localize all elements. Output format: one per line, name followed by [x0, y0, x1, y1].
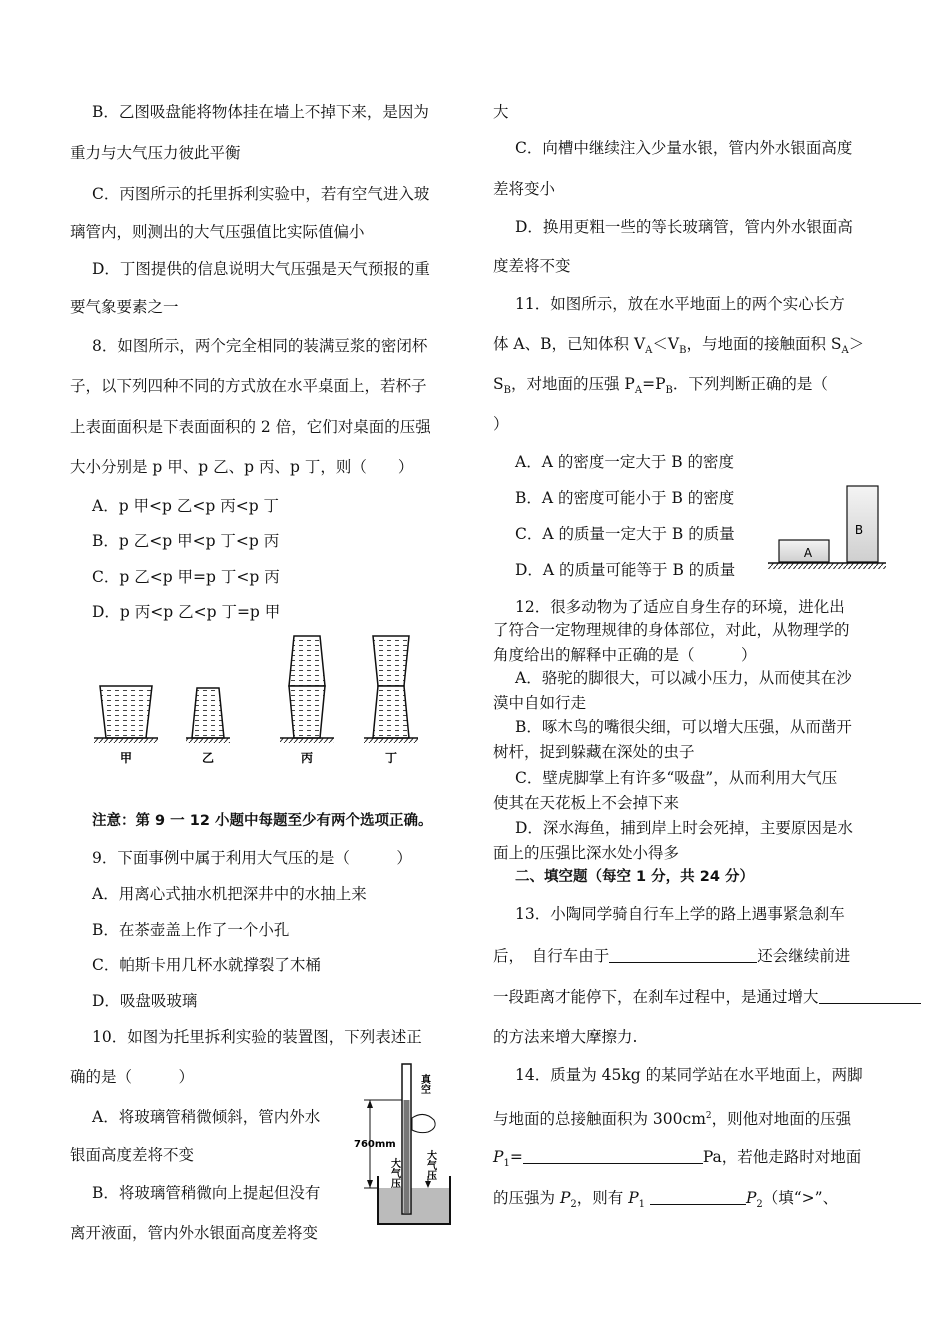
q13-blank-1[interactable]	[609, 946, 757, 963]
q8-option-c: C．p 乙<p 甲=p 丁<p 丙	[92, 568, 280, 586]
cups-figure	[90, 628, 420, 766]
q12-stem-line1: 12．很多动物为了适应自身生存的环境，进化出	[515, 598, 845, 616]
q13-line4: 的方法来增大摩擦力.	[493, 1028, 638, 1046]
q12-option-b-line2: 树杆，捉到躲藏在深处的虫子	[493, 743, 695, 761]
q12-option-d-line2: 面上的压强比深水处小得多	[493, 844, 680, 862]
q9-option-b: B．在茶壶盖上作了一个小孔	[92, 921, 290, 939]
cup-label-bing: 丙	[300, 751, 314, 765]
q9-option-d: D．吸盘吸玻璃	[92, 992, 198, 1010]
q12-option-b-line1: B．啄木鸟的嘴很尖细，可以增大压强，从而凿开	[515, 718, 852, 736]
q11-stem-line3: $S_B$，对地面的压强 $P_A=P_B$．下列判断正确的是（	[493, 375, 828, 397]
q13-line3	[493, 987, 921, 1007]
q7-option-b-line1: B．乙图吸盘能将物体挂在墙上不掉下来，是因为	[92, 103, 429, 121]
q12-option-a-line2: 漠中自如行走	[493, 694, 587, 712]
q8-option-d: D．p 丙<p 乙<p 丁=p 甲	[92, 603, 281, 621]
cup-yi	[192, 688, 224, 738]
q14-line3: $P_1= Pa$，若他走路时对地面	[493, 1148, 862, 1170]
q8-stem-line4: 大小分别是 p 甲、p 乙、p 丙、p 丁，则（ ）	[70, 458, 414, 476]
q10-option-c-line1: C．向槽中继续注入少量水银，管内外水银面高度	[515, 139, 853, 157]
q7-option-d-line2: 要气象要素之一	[70, 298, 179, 316]
cup-label-yi: 乙	[201, 751, 215, 765]
q13-blank-2[interactable]	[819, 987, 921, 1004]
q14-blank-2[interactable]	[650, 1188, 746, 1205]
q13-line2-text-b: 还会继续前进	[757, 947, 851, 965]
block-a-label: A	[803, 546, 813, 560]
note-multiple-answers: 注意：第 9 一 12 小题中每题至少有两个选项正确。	[92, 813, 433, 829]
q12-option-a-line1: A．骆驼的脚很大，可以减小压力，从而使其在沙	[515, 669, 852, 687]
q9-option-a: A．用离心式抽水机把深井中的水抽上来	[92, 885, 367, 903]
q10-stem-line2: 确的是（ ）	[70, 1068, 195, 1086]
cup-label-ding: 丁	[384, 751, 398, 765]
q7-option-d-line1: D．丁图提供的信息说明大气压强是天气预报的重	[92, 260, 430, 278]
q10-option-b-line3: 大	[493, 103, 509, 121]
q11-option-d: D．A 的质量可能等于 B 的质量	[515, 561, 736, 579]
cup-ding-bottom	[373, 686, 409, 738]
atm-label-outside: 大气压	[424, 1150, 436, 1180]
q13-line3-text: 一段距离才能停下，在刹车过程中，是通过增大	[493, 988, 819, 1006]
q13-line2-text-a: 后， 自行车由于	[493, 947, 610, 965]
q10-stem-line1: 10．如图为托里拆利实验的装置图，下列表述正	[92, 1028, 422, 1046]
q11-stem-line1: 11．如图所示，放在水平地面上的两个实心长方	[515, 295, 845, 313]
q10-option-a-line1: A．将玻璃管稍微倾斜，管内外水	[92, 1108, 321, 1126]
q12-stem-line2: 了符合一定物理规律的身体部位，对此，从物理学的	[493, 621, 850, 639]
q7-option-b-line2: 重力与大气压力彼此平衡	[70, 144, 241, 162]
block-b-label: B	[854, 523, 864, 537]
cup-bing-bottom	[289, 686, 325, 738]
cup-jia	[100, 686, 152, 738]
q13-line1: 13．小陶同学骑自行车上学的路上遇事紧急刹车	[515, 905, 845, 923]
q14-blank-1[interactable]	[523, 1147, 703, 1164]
atm-label-inside: 大气压	[388, 1158, 400, 1188]
q8-option-a: A．p 甲<p 乙<p 丙<p 丁	[92, 497, 280, 515]
vacuum-label: 真空	[418, 1074, 430, 1094]
q7-option-c-line2: 璃管内，则测出的大气压强值比实际值偏小	[70, 223, 365, 241]
height-label: 760mm	[354, 1139, 396, 1150]
q11-option-b: B．A 的密度可能小于 B 的密度	[515, 489, 735, 507]
blocks-figure	[766, 482, 888, 578]
q10-option-a-line2: 银面高度差将不变	[70, 1146, 195, 1164]
q11-option-c: C．A 的质量一定大于 B 的质量	[515, 525, 735, 543]
q10-option-b-line2: 离开液面，管内外水银面高度差将变	[70, 1224, 319, 1242]
q8-stem-line2: 子，以下列四种不同的方式放在水平桌面上，若杯子	[70, 377, 427, 395]
q14-line4: 的压强为 $P_2$，则有 $P_1$ $P_2$（填“>”、	[493, 1189, 839, 1211]
q8-stem-line1: 8．如图所示，两个完全相同的装满豆浆的密闭杯	[92, 337, 428, 355]
torricelli-figure	[350, 1058, 460, 1233]
q9-stem: 9．下面事例中属于利用大气压的是（ ）	[92, 849, 412, 867]
q13-line2	[493, 946, 850, 966]
q10-option-b-line1: B．将玻璃管稍微向上提起但没有	[92, 1184, 321, 1202]
q12-option-c-line1: C．壁虎脚掌上有许多“吸盘”，从而利用大气压	[515, 769, 838, 787]
q8-option-b: B．p 乙<p 甲<p 丁<p 丙	[92, 532, 280, 550]
q14-line1: 14．质量为 45kg 的某同学站在水平地面上，两脚	[515, 1066, 863, 1084]
q10-option-d-line2: 度差将不变	[493, 257, 571, 275]
q8-stem-line3: 上表面面积是下表面面积的 2 倍，它们对桌面的压强	[70, 418, 431, 436]
q11-option-a: A．A 的密度一定大于 B 的密度	[515, 453, 735, 471]
q10-option-c-line2: 差将变小	[493, 180, 556, 198]
q12-option-c-line2: 使其在天花板上不会掉下来	[493, 794, 680, 812]
cup-label-jia: 甲	[119, 751, 133, 765]
q11-stem-line2: 体 A、B，已知体积 $V_A<V_B$，与地面的接触面积 $S_A>$	[493, 335, 865, 357]
q12-option-d-line1: D．深水海鱼，捕到岸上时会死掉，主要原因是水	[515, 819, 853, 837]
cup-ding-top	[373, 636, 409, 686]
cup-bing-top	[289, 636, 325, 686]
q14-line2: 与地面的总接触面积为 $300cm^2$，则他对地面的压强	[493, 1110, 852, 1129]
q9-option-c: C．帕斯卡用几杯水就撑裂了木桶	[92, 956, 321, 974]
q10-option-d-line1: D．换用更粗一些的等长玻璃管，管内外水银面高	[515, 218, 853, 236]
q12-stem-line3: 角度给出的解释中正确的是（ ）	[493, 646, 757, 664]
q7-option-c-line1: C．丙图所示的托里拆利实验中，若有空气进入玻	[92, 185, 430, 203]
q11-stem-line4: ）	[493, 415, 509, 433]
section-2-heading: 二、填空题（每空 1 分，共 24 分）	[515, 869, 754, 885]
